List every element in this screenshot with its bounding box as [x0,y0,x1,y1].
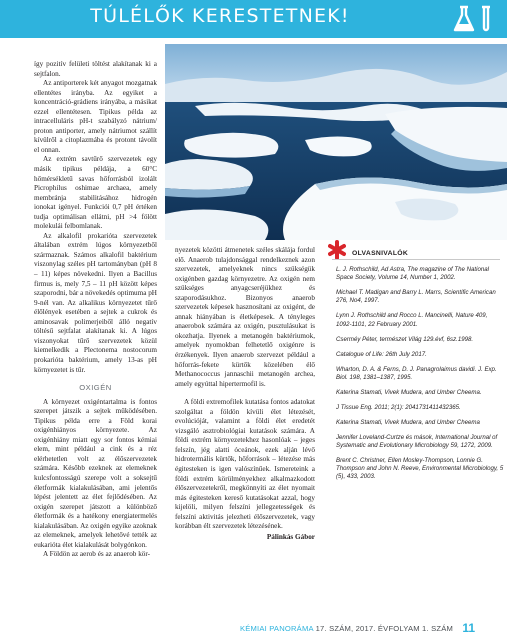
references-divider [332,259,500,260]
references-list [336,266,504,488]
body-paragraph: Az antiporterek két anyagot mozgatnak ellentétes irányba. Az egyiket a koncentráció-grádiens irányába, a másikat ezzel ellentétesen. Tipikus példa az intracelluláris pH-t szabályzó nátrium/ proton antiporter, amely nátriumot szállít kívülről a citoplazmába és protont távolít el onnan. [34,79,157,154]
reference-item: J Tissue Eng. 2011; 2(1): 2041731411432365. [336,403,461,411]
reference-item: Michael T. Madigan and Barry L. Marrs, Scientific American 276, No4, 1997. [336,289,496,305]
reference-item: Jennifer Loveland-Curtze és mások, International Journal of Systematic and Evolutionary Microbiology 59, 1272, 2009. [336,433,498,450]
footer-issue: 17. SZÁM, 2017. ÉVFOLYAM 1. SZÁM [315,624,453,633]
body-paragraph: így pozitív felületi töltést alakítanak ki a sejtfalon. [34,60,157,78]
reference-item: Cserméy Péter, természet Világ 129.évf, 6sz.1998. [336,335,474,343]
reference-item: Lynn J. Rothschild and Rocco L. Mancinelli, Nature 409, 1092-1101, 22 February 2001. [336,312,488,328]
footer-issue-line [240,624,453,633]
page-footer [0,621,507,637]
reference-item: Wharton, D. A. & Ferns, D. J. Panagrolaimus davidi. J. Exp. Biol. 198, 1381–1387, 1995. [336,365,497,381]
middle-text-column [175,246,315,542]
body-paragraph: nyezetek közötti átmenetek széles skálája fordul elő. Anaerob tulajdonsággal rendelkeznek azon szervezetek, amelyeknek nincs szükségük oxigénben gazdag környezetre. Az oxigén nem szükséges anyagcseréjükhez és szaporodásukhoz. Bizonyos anaerob szervezetek képesek hasznosítani az oxigént, de annak hiányában is életképesek. A tényleges anaerobok számára az oxigén, pusztulásukat is okozhatja. Ilyenek a metanogén baktériumok, amelyek nyomokban felhetetlő oxigénre is érzékenyek. Ilyen anaerob szervezet például a hőforrás-fekete kürtők közelében élő Methanococcus jannaschii metanogén archea, amely egyúttal hipertermofil is. [175,246,315,388]
reference-item: Katerina Stamati, Vivek Mudera, and Umber Cheema [336,418,480,426]
reference-item: L. J. Rothschild, Ad Astra, The magazine of The National Space Society, Volume 14, Number 1, 2002. [336,266,489,282]
author-signature: Pálinkás Gábor [266,532,315,541]
section-heading: OXIGÉN [79,383,112,393]
body-paragraph: A Földön az aerob és az anaerob kör- [43,550,151,559]
references-title: OLVASNIVALÓK [352,250,409,257]
page-number: 11 [462,621,475,635]
body-paragraph: Az alkalofil prokarióta szervezetek általában extrém lúgos környezetből származnak. Számos alkalofil baktérium viszonylag széles pH tartományban (pH 8 – 11) képes növekedni. Ilyen a Bacillus firmus is, mely 7,5 – 11 pH között képes szaporodni, bár a növekedés optimuma pH 9-nél van. Az alkalikus környezetet tűrő élőlények esetében a sejtek a cukrok és aminosavak polimerjeiből álló negatív töltésű sejtfalat alakítanak ki. A lúgos viszonyokat tűrő szervezetek közül kiemelkedik a Plectonema nostocorum prokarióta baktérium, amely 13-as pH környezetet is tűr. [34,231,157,374]
left-text-column [34,60,157,560]
reference-item: Catalogue of Life: 26th July 2017. [336,350,427,358]
body-paragraph: A környezet oxigéntartalma is fontos szerepet játszik a sejtek működésében. Tipikus példa erre a Föld korai oxigénhiányos környezete. Az oxigénhiány miatt egy sor fontos kémiai elem, mint például a cink és a réz elérhetetlen volt az élőszervezetek számára. Később ezeknek az elemeknek kulcsfontosságú szerepe volt a soksejtű életformák kialakulásában, ami jelentős lépést jelentett az élet fejlődésében. Az oxigén szerepet játszott a különböző életformák és a hatékony energiatermelés kialakulásában. Az oxigén egyike azoknak az elemeknek, amelyek lehetővé tették az eukarióta élet kialakulását bolygónkon. [34,397,157,549]
red-asterisk-icon [328,240,346,260]
reference-item: Brent C. Christner, Ellen Mosley-Thompson, Lonnie G. Thompson and John N. Reeve, Environmental Microbiology, 5 (5), 433, 2003. [336,457,504,481]
page-title: TÚLÉLŐK KERESTETNEK! [90,5,350,27]
arctic-ice-floes-photo [165,44,507,240]
flask-and-test-tube-icon [450,4,502,34]
footer-brand: KÉMIAI PANORÁMA [239,624,314,633]
body-paragraph: A földi extremofilek kutatása fontos adatokat szolgáltat a földön kívüli élet létezését, evolúcióját, valamint a földi élet eredetét vizsgáló asztrobiológiai kutatások számára. A földi extrém környezetekhez hasonlóak – jeges felszín, jég alatti óceánok, ezek alján lévő hidrotermális kürtők, hőforrások – létezése más égitesteken is igen valószínűek. Ismereteink a földi extrém körülményekhez alkalmazkodott élőszervezetekről, megkönnyíti az élet nyomait más égitesteken kereső kutatásokat azzal, hogy kijelöli, milyen felszíni jellegzetességek és felszíni aktivitás jelezheti élőszervezetek, vagy korábban élt szervezetek létezésének. [175,398,315,531]
body-paragraph: Az extrém savtűrő szervezetek egy másik tipikus példája, a 60°C hőmérsékletű savas hőforrásból izolált Picrophilus oshimae archaea, amely membránja stabilitásához hidrogén ionokat igényel. Funkciói 0,7 pH értéken tudja optimálisan ellátni, pH >4 fölött molekulái felbomlanak. [34,155,157,231]
reference-item: Katerina Stamati, Vivek Mudera, and Umber Cheema. [336,388,482,396]
